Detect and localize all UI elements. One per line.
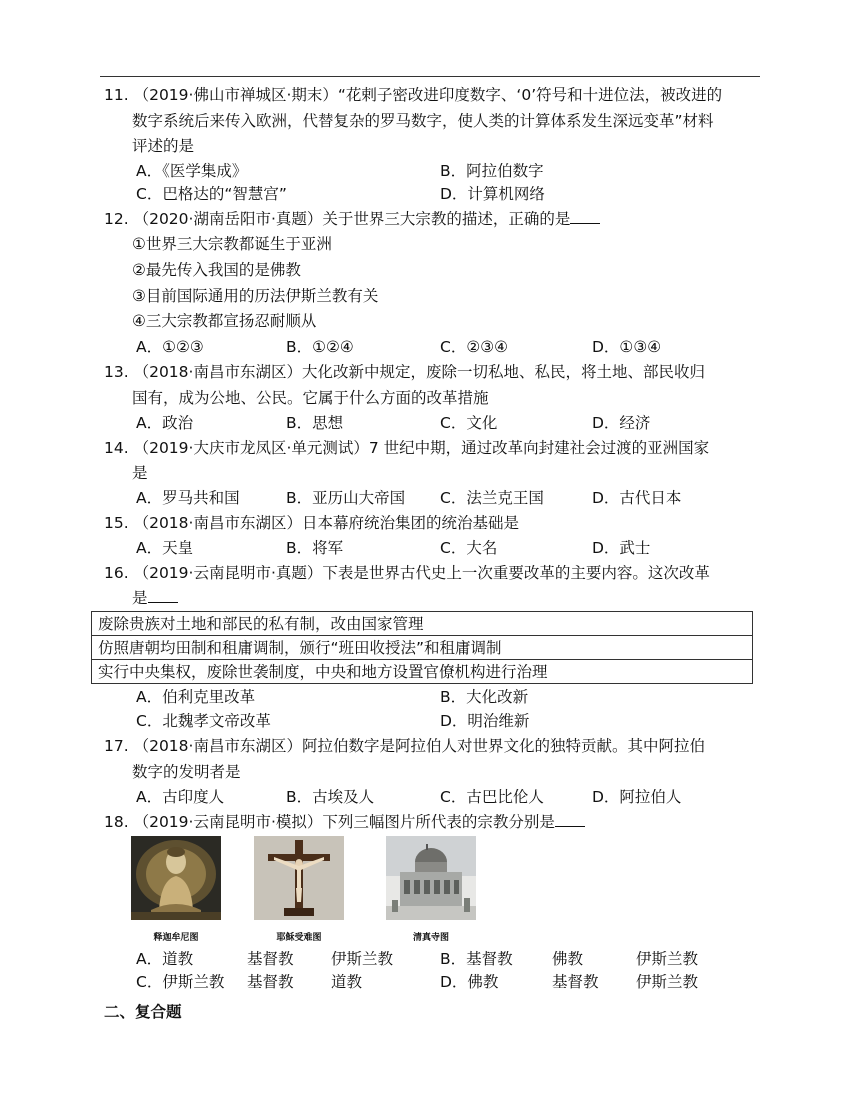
mosque-image [386, 836, 476, 920]
table-cell: 仿照唐朝均田制和租庸调制，颁行“班田收授法”和租庸调制 [92, 636, 753, 660]
caption-3: 清真寺图 [412, 933, 449, 943]
answer-blank [570, 209, 600, 224]
q18-option-a-2: 基督教 [247, 950, 294, 968]
q16-option-a: A．伯利克里改革 [136, 688, 256, 706]
q18-option-c-3: 道教 [331, 973, 363, 991]
table-cell: 实行中央集权，废除世袭制度，中央和地方设置官僚机构进行治理 [92, 660, 753, 684]
q18-option-a-1: A．道教 [136, 950, 194, 968]
q17-stem-line1: 17. （2018·南昌市东湖区）阿拉伯数字是阿拉伯人对世界文化的独特贡献。其中阿拉伯 [104, 737, 705, 755]
q15-option-a: A．天皇 [136, 539, 194, 557]
q12-option-d: D．①③④ [592, 338, 662, 356]
table-row [92, 636, 753, 660]
q18-option-b-2: 佛教 [552, 950, 584, 968]
q18-option-d-3: 伊斯兰教 [636, 973, 699, 991]
section-heading: 二、复合题 [104, 1003, 182, 1021]
q12-item-4: ④三大宗教都宣扬忍耐顺从 [132, 312, 317, 330]
q12-stem: 12. （2020·湖南岳阳市·真题）关于世界三大宗教的描述，正确的是 [104, 208, 600, 230]
q15-stem: 15. （2018·南昌市东湖区）日本幕府统治集团的统治基础是 [104, 514, 519, 532]
q14-option-a: A．罗马共和国 [136, 489, 240, 507]
q16-stem-line1: 16. （2019·云南昆明市·真题）下表是世界古代史上一次重要改革的主要内容。这次改革 [104, 564, 710, 582]
q18-stem: 18. （2019·云南昆明市·模拟）下列三幅图片所代表的宗教分别是 [104, 811, 585, 833]
q11-stem-line3: 评述的是 [132, 137, 195, 155]
q11-stem-line1: 11. （2019·佛山市禅城区·期末）“花剌子密改进印度数字、‘0’符号和十进位法，被改进的 [104, 86, 723, 104]
q11-option-c: C．巴格达的“智慧宫” [136, 185, 287, 203]
q12-item-3: ③目前国际通用的历法伊斯兰教有关 [132, 287, 379, 305]
q18-option-d-2: 基督教 [552, 973, 599, 991]
q16-reform-table [91, 611, 753, 684]
header-rule [100, 76, 760, 77]
q13-stem-line2: 国有，成为公地、公民。它属于什么方面的改革措施 [132, 389, 489, 407]
q14-option-b: B．亚历山大帝国 [286, 489, 406, 507]
q14-option-c: C．法兰克王国 [440, 489, 544, 507]
q14-option-d: D．古代日本 [592, 489, 682, 507]
table-row [92, 612, 753, 636]
q16-option-c: C．北魏孝文帝改革 [136, 712, 271, 730]
caption-1: 释迦牟尼图 [153, 933, 199, 943]
q15-option-d: D．武士 [592, 539, 651, 557]
q14-stem-line2: 是 [132, 464, 148, 482]
q13-option-b: B．思想 [286, 414, 344, 432]
q13-option-d: D．经济 [592, 414, 651, 432]
answer-blank [555, 812, 585, 827]
q17-option-c: C．古巴比伦人 [440, 788, 544, 806]
q18-option-a-3: 伊斯兰教 [331, 950, 394, 968]
q16-option-d: D．明治维新 [440, 712, 530, 730]
q11-option-b: B．阿拉伯数字 [440, 162, 544, 180]
q16-option-b: B．大化改新 [440, 688, 529, 706]
q11-option-d: D．计算机网络 [440, 185, 545, 203]
q13-option-c: C．文化 [440, 414, 498, 432]
q11-stem-line2: 数字系统后来传入欧洲，代替复杂的罗马数字，使人类的计算体系发生深远变革”材料 [132, 112, 714, 130]
q17-option-b: B．古埃及人 [286, 788, 375, 806]
q12-option-a: A．①②③ [136, 338, 204, 356]
q17-option-d: D．阿拉伯人 [592, 788, 682, 806]
q16-stem-line2: 是 [132, 587, 178, 609]
answer-blank [148, 588, 178, 603]
crucifix-image [254, 836, 344, 920]
q12-item-1: ①世界三大宗教都诞生于亚洲 [132, 235, 332, 253]
q12-option-c: C．②③④ [440, 338, 509, 356]
buddha-image [131, 836, 221, 920]
q17-stem-line2: 数字的发明者是 [132, 763, 241, 781]
table-cell: 废除贵族对土地和部民的私有制，改由国家管理 [92, 612, 753, 636]
q17-option-a: A．古印度人 [136, 788, 225, 806]
q14-stem-line1: 14. （2019·大庆市龙凤区·单元测试）7 世纪中期，通过改革向封建社会过渡的亚洲国家 [104, 439, 710, 457]
q11-option-a: A．《医学集成》 [136, 162, 248, 180]
q18-option-d-1: D．佛教 [440, 973, 499, 991]
q18-option-b-3: 伊斯兰教 [636, 950, 699, 968]
q12-item-2: ②最先传入我国的是佛教 [132, 261, 301, 279]
q12-option-b: B．①②④ [286, 338, 354, 356]
q13-option-a: A．政治 [136, 414, 194, 432]
q18-option-c-1: C．伊斯兰教 [136, 973, 225, 991]
q18-option-b-1: B．基督教 [440, 950, 513, 968]
q13-stem-line1: 13. （2018·南昌市东湖区）大化改新中规定，废除一切私地、私民，将土地、部民收归 [104, 363, 705, 381]
q15-option-c: C．大名 [440, 539, 498, 557]
table-row [92, 660, 753, 684]
q15-option-b: B．将军 [286, 539, 344, 557]
q18-option-c-2: 基督教 [247, 973, 294, 991]
caption-2: 耶稣受难图 [276, 933, 322, 943]
